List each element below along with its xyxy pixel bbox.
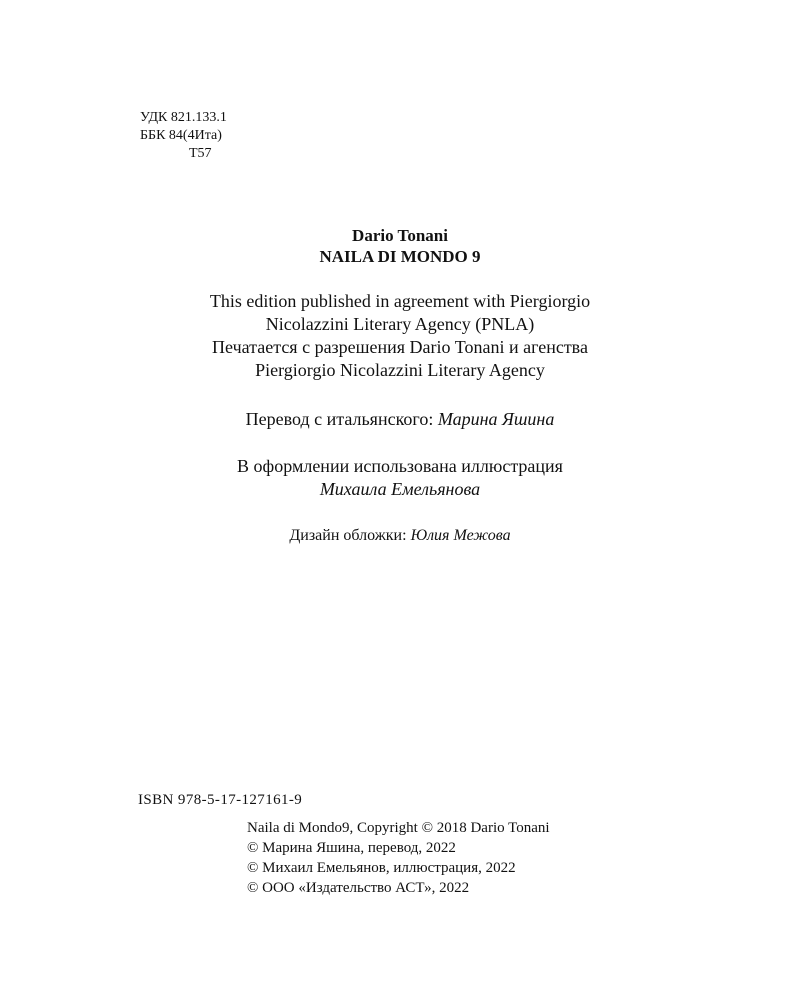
- cover-design-credit: [0, 525, 800, 546]
- cover-design-label: Дизайн обложки:: [289, 527, 411, 544]
- book-author: Dario Tonani: [352, 226, 448, 245]
- copyright-line: © Марина Яшина, перевод, 2022: [247, 840, 456, 856]
- rights-line: Nicolazzini Literary Agency (PNLA): [265, 314, 535, 334]
- isbn: ISBN 978-5-17-127161-9: [138, 792, 303, 808]
- illustration-label: В оформлении использована иллюстрация: [237, 456, 563, 476]
- rights-line: Piergiorgio Nicolazzini Literary Agency: [255, 360, 545, 380]
- bbk-code: ББК 84(4Ита): [140, 128, 222, 143]
- cover-designer-name: Юлия Межова: [410, 527, 511, 544]
- udk-code: УДК 821.133.1: [140, 110, 227, 125]
- rights-line: This edition published in agreement with Piergiorgio: [209, 291, 591, 311]
- copyright-line: © ООО «Издательство АСТ», 2022: [247, 880, 470, 896]
- translation-credit: [0, 408, 800, 431]
- book-title: NAILA DI MONDO 9: [319, 247, 481, 266]
- rights-line: Печатается с разрешения Dario Tonani и агенства: [212, 337, 588, 357]
- translation-label: Перевод с итальянского:: [245, 409, 438, 429]
- copyright-line: Naila di Mondo9, Copyright © 2018 Dario Tonani: [247, 820, 550, 836]
- classification-codes: [140, 109, 227, 163]
- author-mark: Т57: [189, 146, 212, 161]
- translator-name: Марина Яшина: [437, 409, 555, 429]
- copyright-notices: [247, 818, 550, 898]
- illustration-credit: [0, 455, 800, 501]
- illustrator-name: Михаила Емельянова: [319, 479, 481, 499]
- rights-notice: [0, 290, 800, 382]
- book-heading: [0, 225, 800, 267]
- copyright-line: © Михаил Емельянов, иллюстрация, 2022: [247, 860, 516, 876]
